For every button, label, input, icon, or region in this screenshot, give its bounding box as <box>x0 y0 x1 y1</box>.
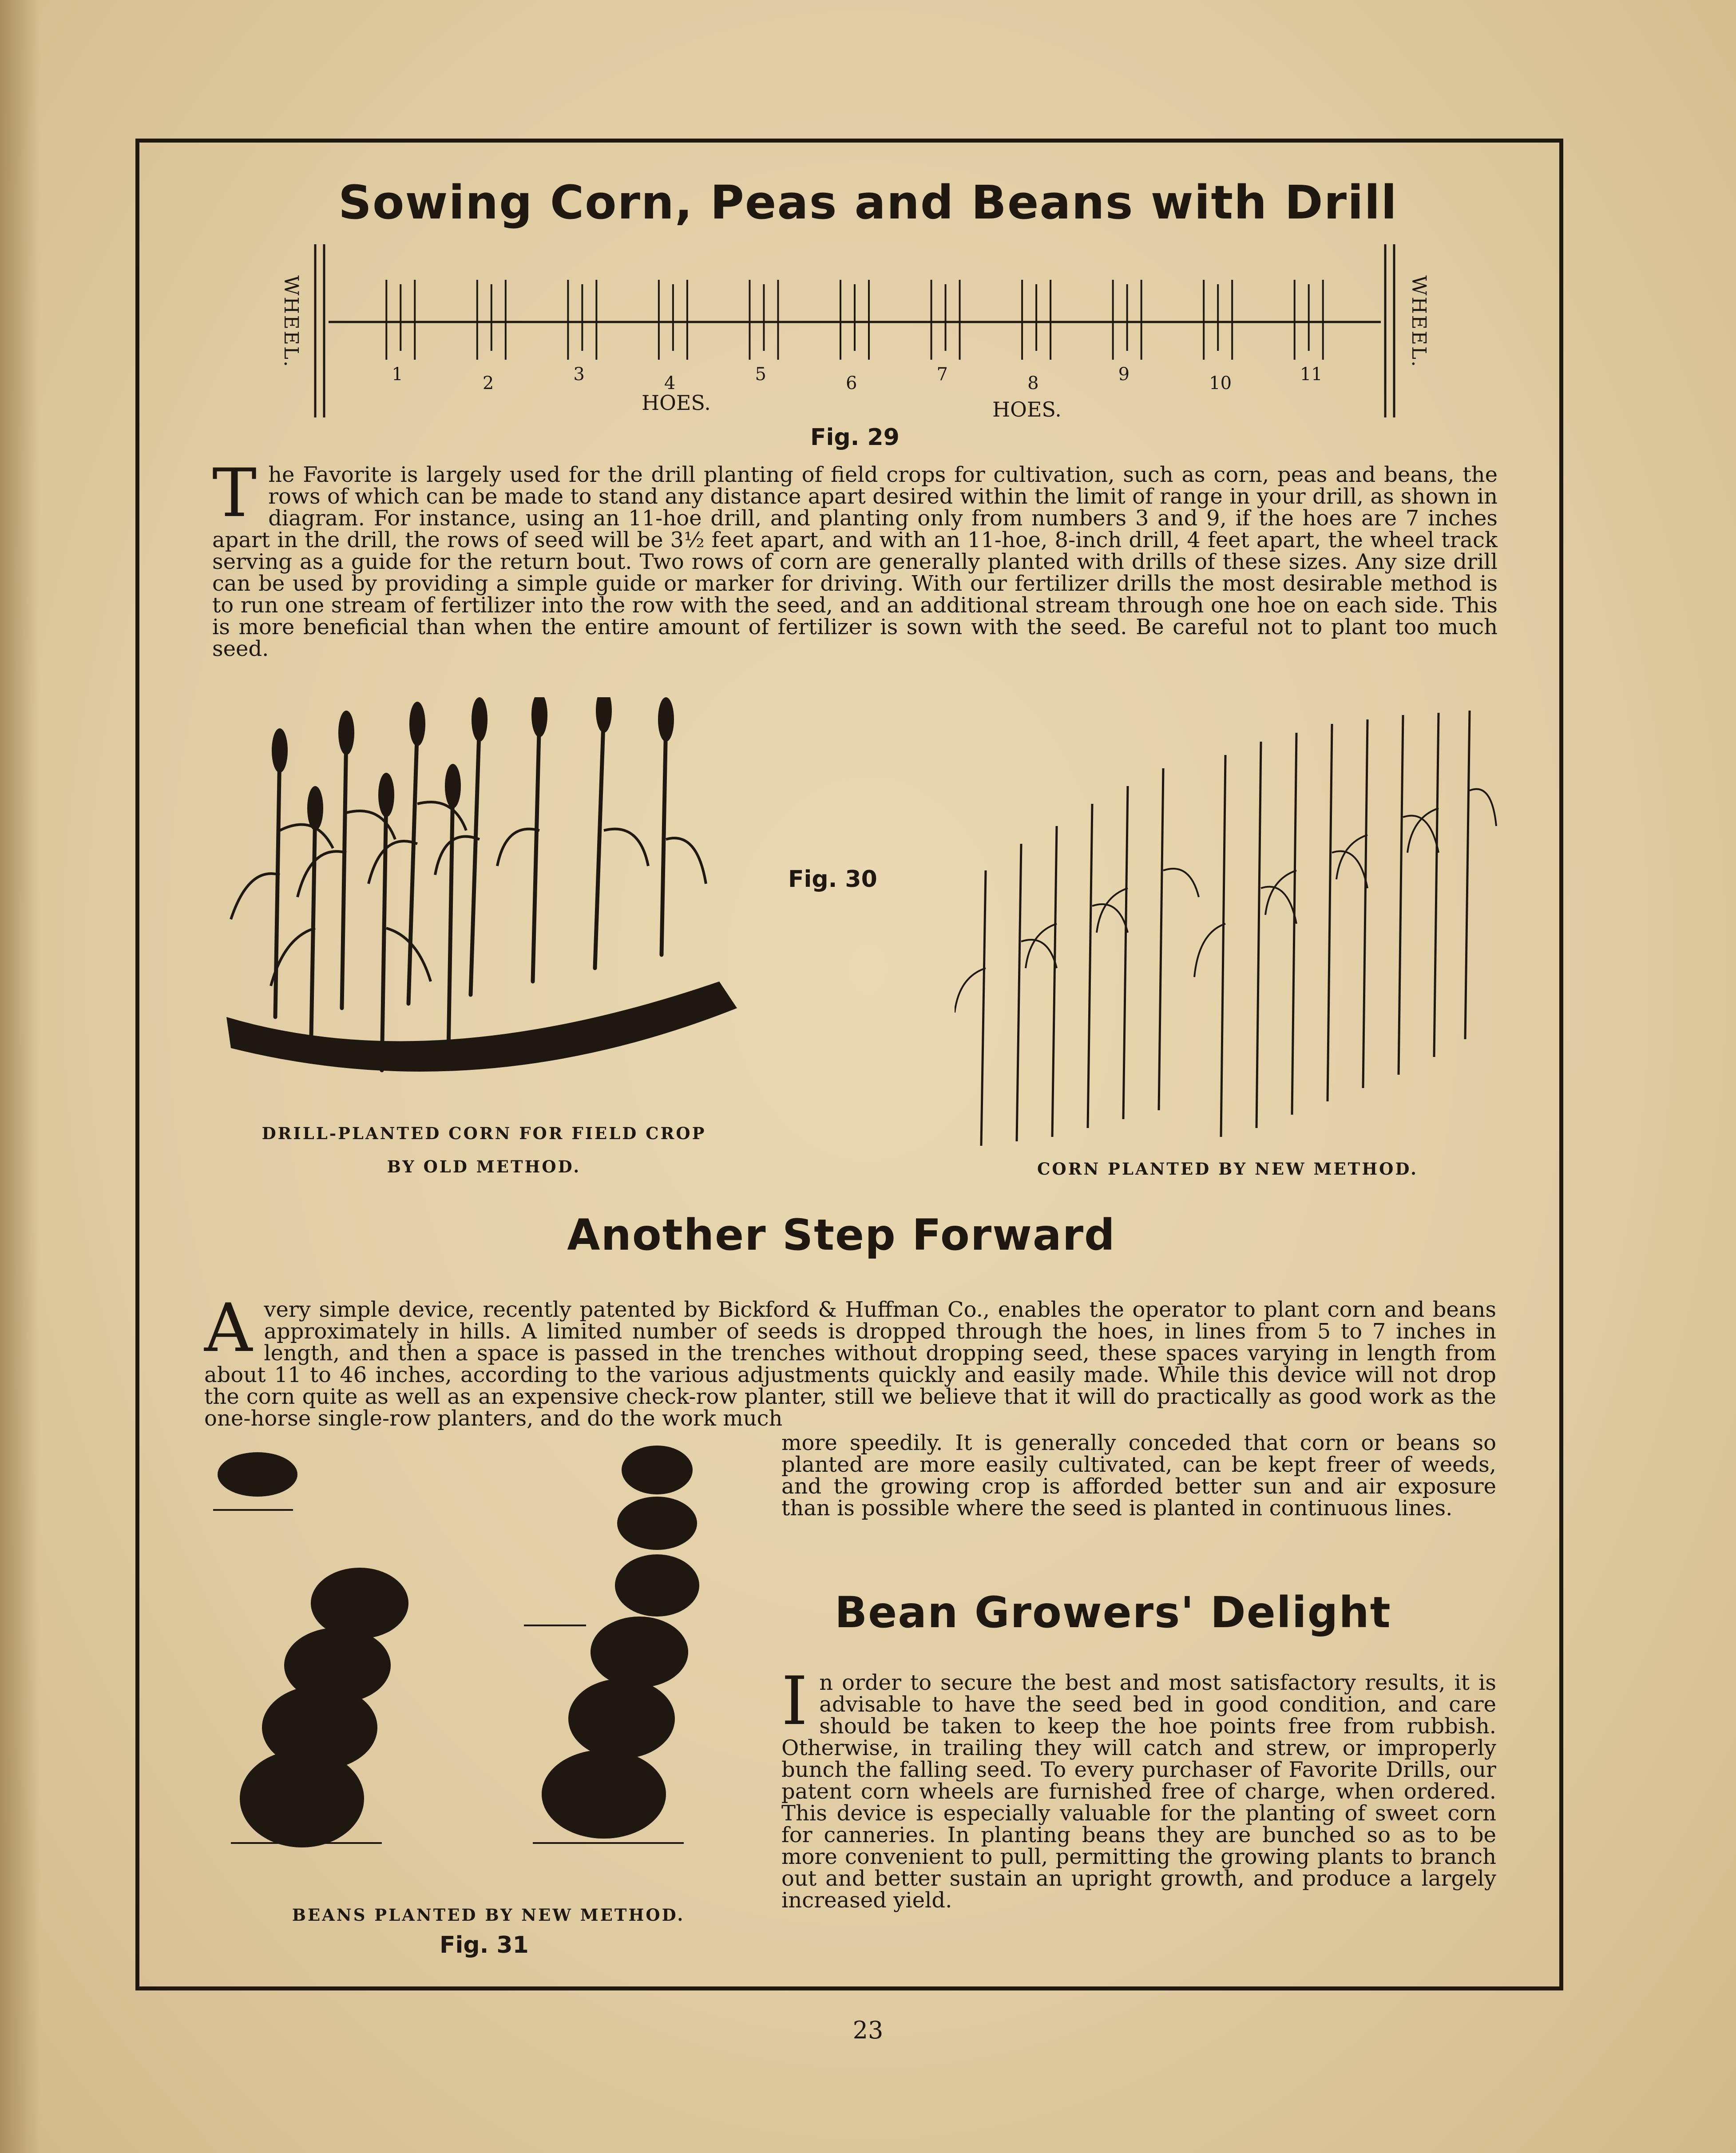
page-number: 23 <box>852 2016 884 2044</box>
new-method-corn-illustration <box>955 702 1501 1159</box>
hoe-number: 10 <box>1209 373 1232 393</box>
caption-beans-new-method: BEANS PLANTED BY NEW METHOD. <box>292 1905 685 1925</box>
section-title-bean-growers: Bean Growers' Delight <box>835 1588 1391 1637</box>
hoe-number: 7 <box>936 364 948 385</box>
caption-new-method-corn: CORN PLANTED BY NEW METHOD. <box>1037 1159 1419 1179</box>
bean-growers-paragraph <box>781 1663 1496 1913</box>
hoe-number: 3 <box>573 364 585 385</box>
hoe-number: 9 <box>1118 364 1130 385</box>
wheel-label-right: WHEEL. <box>1407 275 1430 369</box>
hoes-label-2: HOES. <box>992 397 1062 421</box>
dropcap-t: T <box>212 455 257 532</box>
old-method-corn-illustration <box>213 697 755 1110</box>
dropcap-a: A <box>204 1290 253 1367</box>
sowing-paragraph <box>212 455 1498 661</box>
another-step-paragraph-bottom: more speedily. It is generally conceded that corn or beans so planted are more easily cultivated, can be kept freer of weeds, and the growing crop is afforded better sun and air exposure than is possible where the seed is planted in continuous lines. <box>781 1430 1496 1521</box>
wheel-label-left: WHEEL. <box>280 275 302 369</box>
fig-30-label: Fig. 30 <box>788 866 877 893</box>
beans-new-method-illustration <box>213 1443 764 1901</box>
bean-growers-text: n order to secure the best and most satisfactory results, it is advisable to have the seed bed in good condition, and care should be taken to keep the hoe points free from rubbish. Otherwise, in trailing they will catch and strew, or improperly bunch the falling seed. To every purchaser of Favorite Drills, our patent corn wheels are furnished free of charge, when ordered. This device is especially valuable for the planting of sweet corn for canneries. In planting beans they are bunched so as to be more convenient to pull, permitting the growing plants to branch out and better sustain an upright growth, and produce a largely increased yield. <box>781 1670 1496 1913</box>
hoe-number: 8 <box>1027 373 1039 393</box>
hoe-number: 4 <box>664 373 676 393</box>
hoe-number: 5 <box>755 364 766 385</box>
another-step-text-top: very simple device, recently patented by Bickford & Huffman Co., enables the operator to plant corn and beans approximately in hills. A limited number of seeds is dropped through the hoes, in lines from 5 to 7 inches in length, and then a space is passed in the trenches without dropping seed, these spaces varying in length from about 11 to 46 inches, according to the various adjustments quickly and easily made. While this device will not drop the corn quite as well as an expensive check-row planter, still we believe that it will do practically as good work as the one-horse single-row planters, and do the work much <box>204 1297 1496 1431</box>
fig-29-label: Fig. 29 <box>810 424 900 451</box>
dropcap-i: I <box>781 1663 808 1740</box>
hoe-number: 6 <box>846 373 857 393</box>
sowing-paragraph-text: he Favorite is largely used for the drill planting of field crops for cultivation, such as corn, peas and beans, the rows of which can be made to stand any distance apart desired within the limit of range in your drill, as shown in diagram. For instance, using an 11-hoe drill, and planting only from numbers 3 and 9, if the hoes are 7 inches apart in the drill, the rows of seed will be 3½ feet apart, and with an 11-hoe, 8-inch drill, 4 feet apart, the wheel track serving as a guide for the return bout. Two rows of corn are generally planted with drills of these sizes. Any size drill can be used by providing a simple guide or marker for driving. With our fertilizer drills the most desirable method is to run one stream of fertilizer into the row with the seed, and an additional stream through one hoe on each side. This is more beneficial than when the entire amount of fertilizer is sown with the seed. Be careful not to plant too much seed. <box>212 462 1498 661</box>
section-title-sowing: Sowing Corn, Peas and Beans with Drill <box>338 175 1398 230</box>
hoe-number: 11 <box>1300 364 1323 385</box>
spine-shadow <box>0 0 40 2153</box>
hoe-diagram-lines <box>266 240 1465 435</box>
hoe-number: 2 <box>482 373 494 393</box>
drill-hoe-diagram <box>266 240 1465 435</box>
caption-old-method-line1: DRILL-PLANTED CORN FOR FIELD CROP <box>262 1124 706 1143</box>
hoes-label-1: HOES. <box>642 391 711 415</box>
hoe-number: 1 <box>392 364 403 385</box>
section-title-another-step: Another Step Forward <box>567 1210 1116 1260</box>
fig-31-label: Fig. 31 <box>440 1932 529 1958</box>
another-step-paragraph-top <box>204 1290 1496 1431</box>
caption-old-method-line2: BY OLD METHOD. <box>387 1157 581 1176</box>
